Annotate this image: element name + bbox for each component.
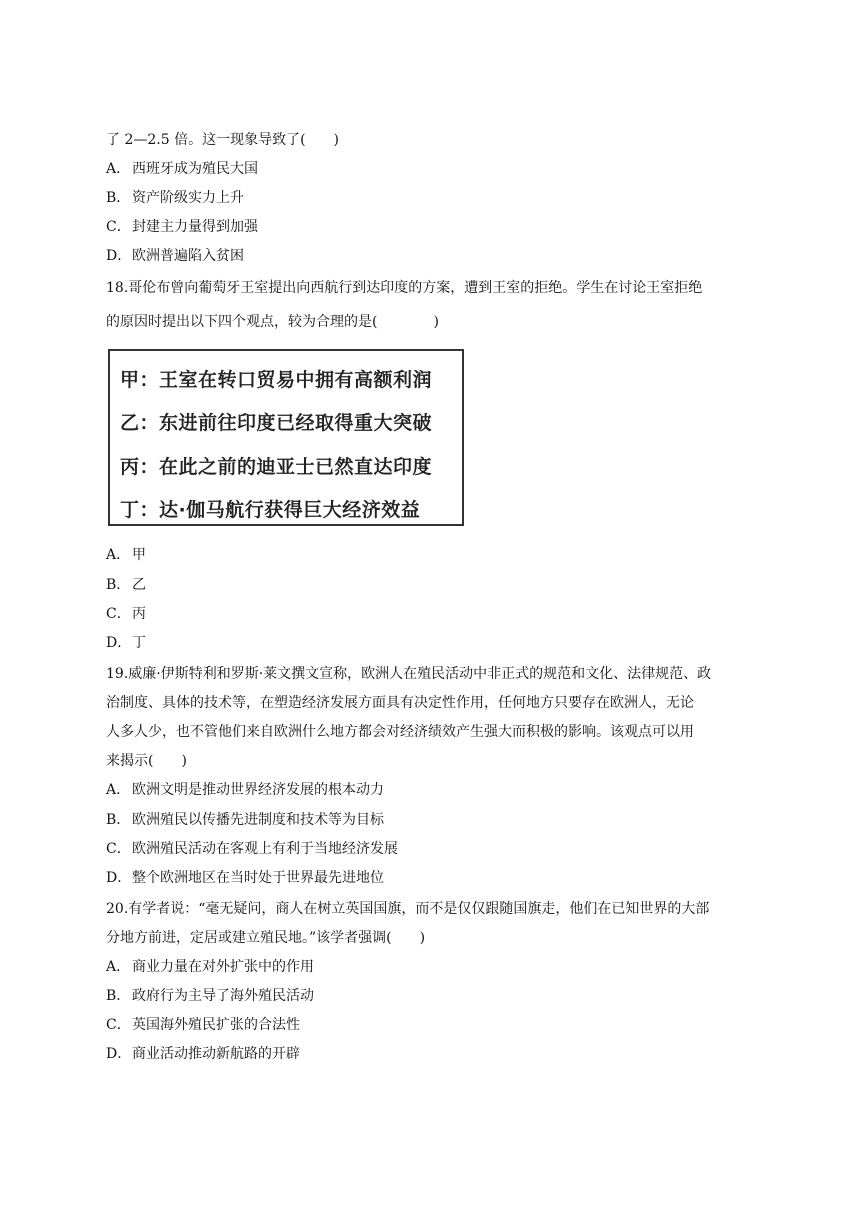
q18-stem-line-2: 的原因时提出以下四个观点，较为合理的是( ) — [106, 314, 439, 330]
viewpoint-jia: 甲：王室在转口贸易中拥有高额利润 — [120, 369, 433, 391]
q18-option-b[interactable]: B． 乙 — [106, 577, 146, 593]
q18-option-d[interactable]: D．丁 — [106, 635, 146, 651]
q19-option-b[interactable]: B． 欧洲殖民以传播先进制度和技术等为目标 — [106, 812, 384, 828]
q19-option-d[interactable]: D．整个欧洲地区在当时处于世界最先进地位 — [106, 870, 384, 886]
q17-option-d[interactable]: D．欧洲普遍陷入贫困 — [106, 248, 244, 264]
viewpoint-yi: 乙：东进前往印度已经取得重大突破 — [120, 412, 433, 434]
q19-option-a[interactable]: A． 欧洲文明是推动世界经济发展的根本动力 — [106, 782, 384, 798]
q18-viewpoints-figure — [108, 349, 464, 526]
q20-option-b[interactable]: B． 政府行为主导了海外殖民活动 — [106, 988, 314, 1004]
viewpoint-ding: 丁：达·伽马航行获得巨大经济效益 — [120, 499, 421, 521]
q19-stem-line-4: 来揭示( ) — [106, 753, 187, 769]
q18-option-c[interactable]: C．丙 — [106, 606, 146, 622]
q17-option-c[interactable]: C．封建主力量得到加强 — [106, 219, 258, 235]
q18-stem-line-1: 18.哥伦布曾向葡萄牙王室提出向西航行到达印度的方案，遭到王室的拒绝。学生在讨论王室拒绝 — [106, 280, 703, 296]
q20-stem-line-2: 分地方前进，定居或建立殖民地。”该学者强调( ) — [106, 930, 426, 946]
viewpoint-bing: 丙：在此之前的迪亚士已然直达印度 — [120, 456, 433, 478]
q17-stem-continuation: 了 2—2.5 倍。这一现象导致了( ) — [106, 132, 339, 148]
q20-option-c[interactable]: C．英国海外殖民扩张的合法性 — [106, 1017, 300, 1033]
q19-option-c[interactable]: C．欧洲殖民活动在客观上有利于当地经济发展 — [106, 841, 398, 857]
q20-stem-line-1: 20.有学者说：“毫无疑问，商人在树立英国国旗，而不是仅仅跟随国旗走，他们在已知世界的大部 — [106, 901, 710, 917]
q19-stem-line-1: 19.威廉·伊斯特利和罗斯·莱文撰文宣称，欧洲人在殖民活动中非正式的规范和文化、法律规范、政 — [106, 666, 712, 682]
q17-option-a[interactable]: A． 西班牙成为殖民大国 — [106, 161, 258, 177]
q19-stem-line-2: 治制度、具体的技术等，在塑造经济发展方面具有决定性作用，任何地方只要存在欧洲人，无论 — [106, 695, 694, 711]
q20-option-d[interactable]: D．商业活动推动新航路的开辟 — [106, 1046, 300, 1062]
q17-option-b[interactable]: B． 资产阶级实力上升 — [106, 190, 244, 206]
q20-option-a[interactable]: A． 商业力量在对外扩张中的作用 — [106, 959, 314, 975]
q18-option-a[interactable]: A． 甲 — [106, 547, 146, 563]
q19-stem-line-3: 人多人少，也不管他们来自欧洲什么地方都会对经济绩效产生强大而积极的影响。该观点可以用 — [106, 724, 694, 740]
